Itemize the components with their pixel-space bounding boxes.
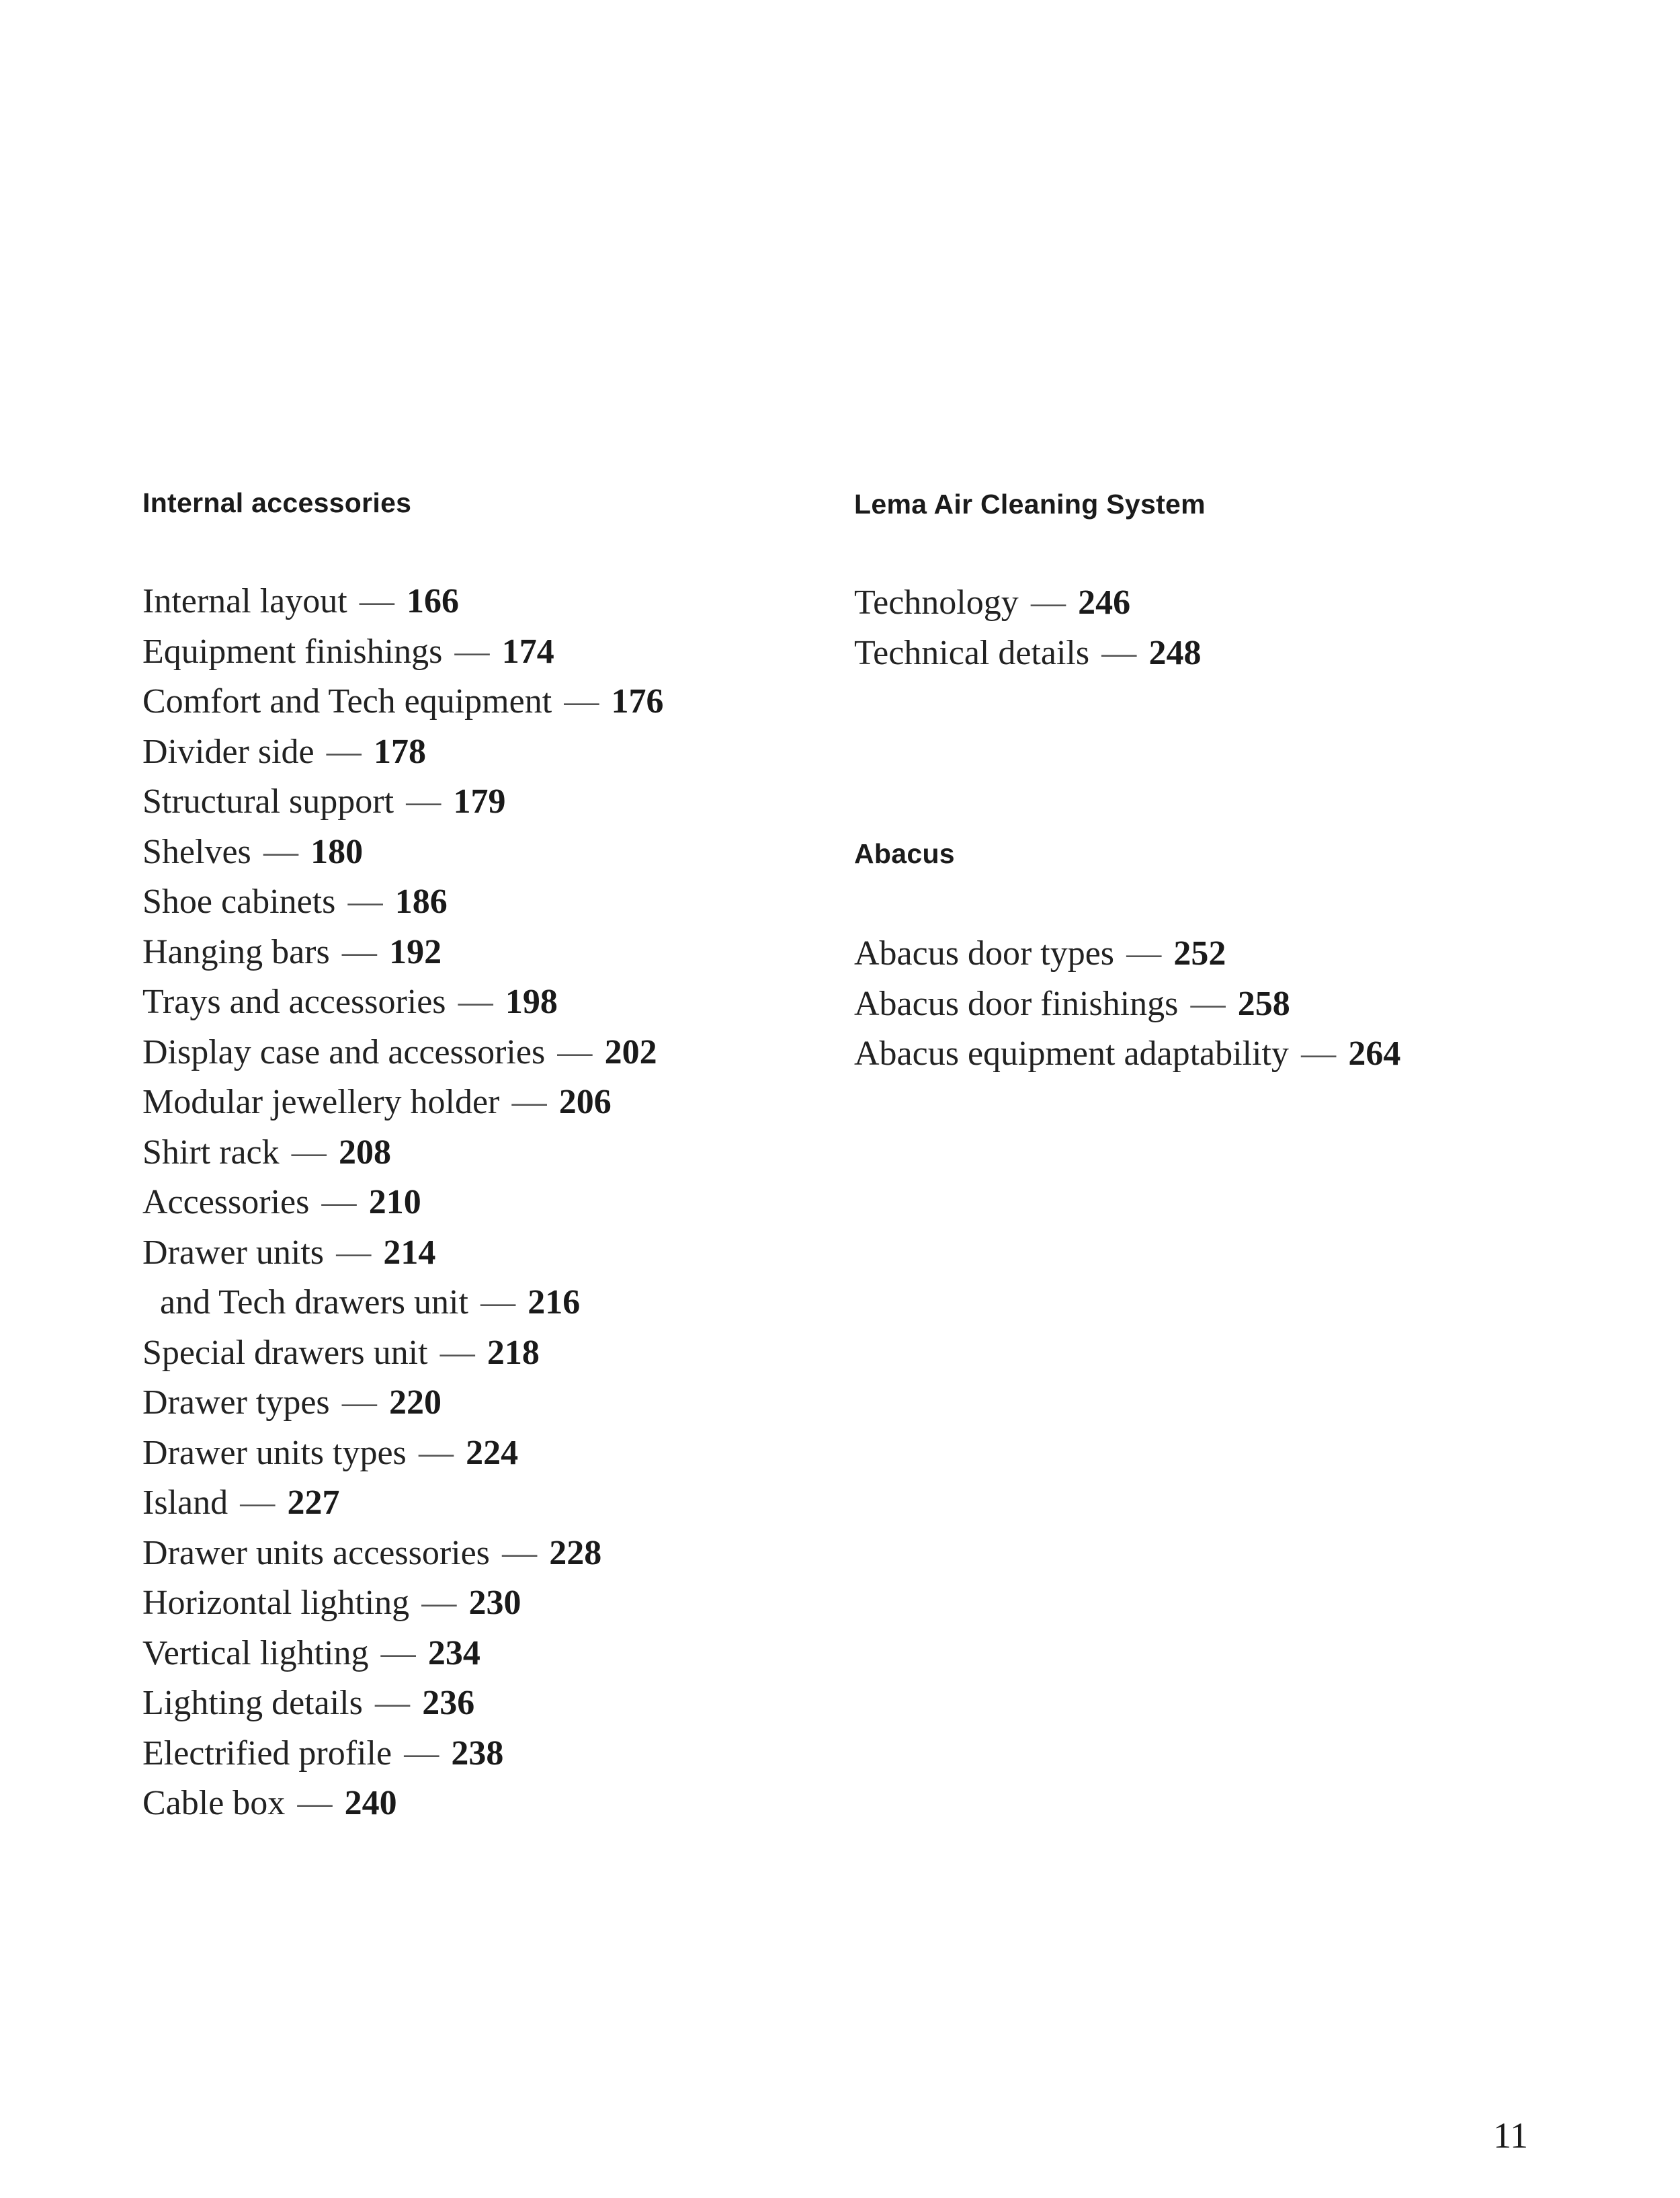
toc-separator: — xyxy=(1101,633,1137,672)
toc-entry-page-number: 264 xyxy=(1348,1034,1401,1073)
toc-entry xyxy=(142,777,664,827)
toc-entry-label: Drawer types xyxy=(142,1383,330,1422)
toc-separator: — xyxy=(240,1483,276,1522)
toc-entry xyxy=(142,1278,664,1328)
toc-separator: — xyxy=(454,632,490,671)
toc-entry-label: Horizontal lighting xyxy=(142,1584,410,1622)
toc-separator: — xyxy=(458,983,493,1021)
page-number: 11 xyxy=(1493,2115,1528,2156)
toc-entry xyxy=(142,1378,664,1428)
toc-entry xyxy=(142,1529,664,1579)
toc-entry-label: Accessories xyxy=(142,1183,310,1221)
toc-entry-label: Vertical lighting xyxy=(142,1633,369,1672)
toc-entry xyxy=(142,1328,664,1379)
toc-entry xyxy=(142,928,664,978)
toc-separator: — xyxy=(1301,1034,1337,1073)
toc-entry-label: Abacus equipment adaptability xyxy=(854,1034,1289,1073)
toc-separator: — xyxy=(375,1684,411,1722)
toc-entry-page-number: 179 xyxy=(453,782,506,821)
toc-entry-page-number: 202 xyxy=(604,1032,657,1071)
toc-entry-page-number: 198 xyxy=(505,983,558,1021)
toc-entry-label: Drawer units xyxy=(142,1233,325,1272)
toc-separator: — xyxy=(347,883,383,921)
toc-entry-page-number: 246 xyxy=(1078,583,1131,622)
toc-entry-label: Display case and accessories xyxy=(142,1032,546,1071)
toc-entry xyxy=(142,1678,664,1729)
toc-entry xyxy=(854,578,1201,628)
toc-entry-label: Technology xyxy=(854,583,1019,622)
toc-entry-label: Modular jewellery holder xyxy=(142,1083,500,1121)
toc-entry xyxy=(142,1228,664,1278)
toc-entry xyxy=(142,877,664,928)
toc-entry-label: Structural support xyxy=(142,782,394,821)
section-title: Lema Air Cleaning System xyxy=(854,489,1206,520)
toc-separator: — xyxy=(406,782,442,821)
toc-entry-label: Shoe cabinets xyxy=(142,883,336,921)
toc-list xyxy=(142,577,664,1829)
toc-entry-page-number: 218 xyxy=(487,1333,540,1372)
toc-separator: — xyxy=(321,1183,357,1221)
toc-entry xyxy=(142,677,664,727)
toc-entry xyxy=(142,977,664,1028)
toc-entry xyxy=(142,727,664,778)
section-title: Internal accessories xyxy=(142,487,412,518)
toc-entry-label: Trays and accessories xyxy=(142,983,446,1021)
toc-entry-label: Comfort and Tech equipment xyxy=(142,682,552,721)
toc-entry xyxy=(142,1428,664,1479)
toc-entry-page-number: 178 xyxy=(373,732,426,771)
toc-entry xyxy=(142,1478,664,1529)
toc-entry-label: Technical details xyxy=(854,633,1090,672)
section-abacus xyxy=(854,838,1401,1073)
toc-separator: — xyxy=(297,1784,333,1822)
toc-entry-label: Island xyxy=(142,1483,228,1522)
toc-entry xyxy=(854,929,1400,979)
toc-entry xyxy=(142,627,664,678)
toc-entry-page-number: 234 xyxy=(427,1633,480,1672)
toc-entry-page-number: 248 xyxy=(1148,633,1202,672)
toc-list xyxy=(854,578,1201,678)
toc-entry-page-number: 236 xyxy=(422,1684,475,1722)
toc-entry xyxy=(142,1128,664,1178)
toc-entry-label: Abacus door finishings xyxy=(854,984,1179,1023)
toc-separator: — xyxy=(326,732,362,771)
toc-entry-label: Hanging bars xyxy=(142,932,330,971)
toc-entry-page-number: 230 xyxy=(468,1584,521,1622)
toc-entry-label: Equipment finishings xyxy=(142,632,443,671)
toc-separator: — xyxy=(502,1533,538,1572)
toc-entry-page-number: 252 xyxy=(1173,934,1226,973)
toc-entry xyxy=(142,1028,664,1078)
toc-separator: — xyxy=(336,1233,372,1272)
toc-entry xyxy=(854,1029,1400,1080)
toc-entry-label: Shelves xyxy=(142,832,251,871)
toc-separator: — xyxy=(564,682,599,721)
toc-entry-page-number: 214 xyxy=(383,1233,436,1272)
toc-entry xyxy=(142,1578,664,1629)
toc-entry-label: Cable box xyxy=(142,1784,286,1822)
toc-entry xyxy=(142,1729,664,1779)
toc-entry-label: Abacus door types xyxy=(854,934,1115,973)
toc-separator: — xyxy=(1126,934,1162,973)
toc-entry-page-number: 238 xyxy=(451,1734,504,1773)
toc-entry-page-number: 192 xyxy=(389,932,442,971)
toc-entry-page-number: 176 xyxy=(611,682,664,721)
toc-entry-label: Electrified profile xyxy=(142,1734,392,1773)
toc-entry-page-number: 186 xyxy=(394,883,448,921)
toc-entry-page-number: 210 xyxy=(368,1183,421,1221)
toc-entry xyxy=(142,1629,664,1679)
section-internal-accessories xyxy=(142,487,664,1822)
toc-separator: — xyxy=(341,932,377,971)
toc-separator: — xyxy=(341,1383,377,1422)
toc-entry xyxy=(142,1779,664,1829)
toc-entry xyxy=(142,1077,664,1128)
toc-entry-page-number: 220 xyxy=(389,1383,442,1422)
toc-separator: — xyxy=(404,1734,439,1773)
toc-separator: — xyxy=(557,1032,593,1071)
toc-entry-page-number: 228 xyxy=(549,1533,602,1572)
toc-entry-page-number: 227 xyxy=(287,1483,340,1522)
section-title: Abacus xyxy=(854,838,955,869)
toc-entry xyxy=(142,577,664,627)
toc-entry-label: Drawer units accessories xyxy=(142,1533,490,1572)
toc-entry-page-number: 174 xyxy=(501,632,554,671)
toc-entry-page-number: 208 xyxy=(338,1133,391,1172)
toc-separator: — xyxy=(480,1283,516,1321)
section-lema-air-cleaning-system xyxy=(854,489,1206,672)
toc-entry-page-number: 224 xyxy=(466,1433,519,1472)
toc-separator: — xyxy=(439,1333,475,1372)
toc-entry-label: Shirt rack xyxy=(142,1133,280,1172)
toc-entry-page-number: 216 xyxy=(528,1283,581,1321)
toc-separator: — xyxy=(418,1433,454,1472)
toc-separator: — xyxy=(359,582,394,620)
toc-entry-page-number: 166 xyxy=(407,582,460,620)
toc-entry xyxy=(854,628,1201,679)
toc-separator: — xyxy=(1190,984,1226,1023)
toc-list xyxy=(854,929,1400,1080)
toc-entry-page-number: 206 xyxy=(558,1083,612,1121)
toc-entry-label: Drawer units types xyxy=(142,1433,407,1472)
toc-entry-page-number: 258 xyxy=(1237,984,1290,1023)
toc-separator: — xyxy=(380,1633,416,1672)
toc-entry-page-number: 180 xyxy=(310,832,364,871)
toc-separator: — xyxy=(511,1083,547,1121)
toc-separator: — xyxy=(291,1133,327,1172)
toc-entry-label: Lighting details xyxy=(142,1684,363,1722)
toc-separator: — xyxy=(263,832,298,871)
toc-entry xyxy=(142,827,664,878)
toc-entry-label: Internal layout xyxy=(142,582,347,620)
toc-entry xyxy=(142,1178,664,1228)
toc-entry-page-number: 240 xyxy=(344,1784,397,1822)
toc-entry-label: and Tech drawers unit xyxy=(160,1283,468,1321)
toc-separator: — xyxy=(421,1584,457,1622)
toc-entry xyxy=(854,979,1400,1030)
toc-entry-label: Divider side xyxy=(142,732,314,771)
toc-separator: — xyxy=(1030,583,1066,622)
toc-entry-label: Special drawers unit xyxy=(142,1333,428,1372)
